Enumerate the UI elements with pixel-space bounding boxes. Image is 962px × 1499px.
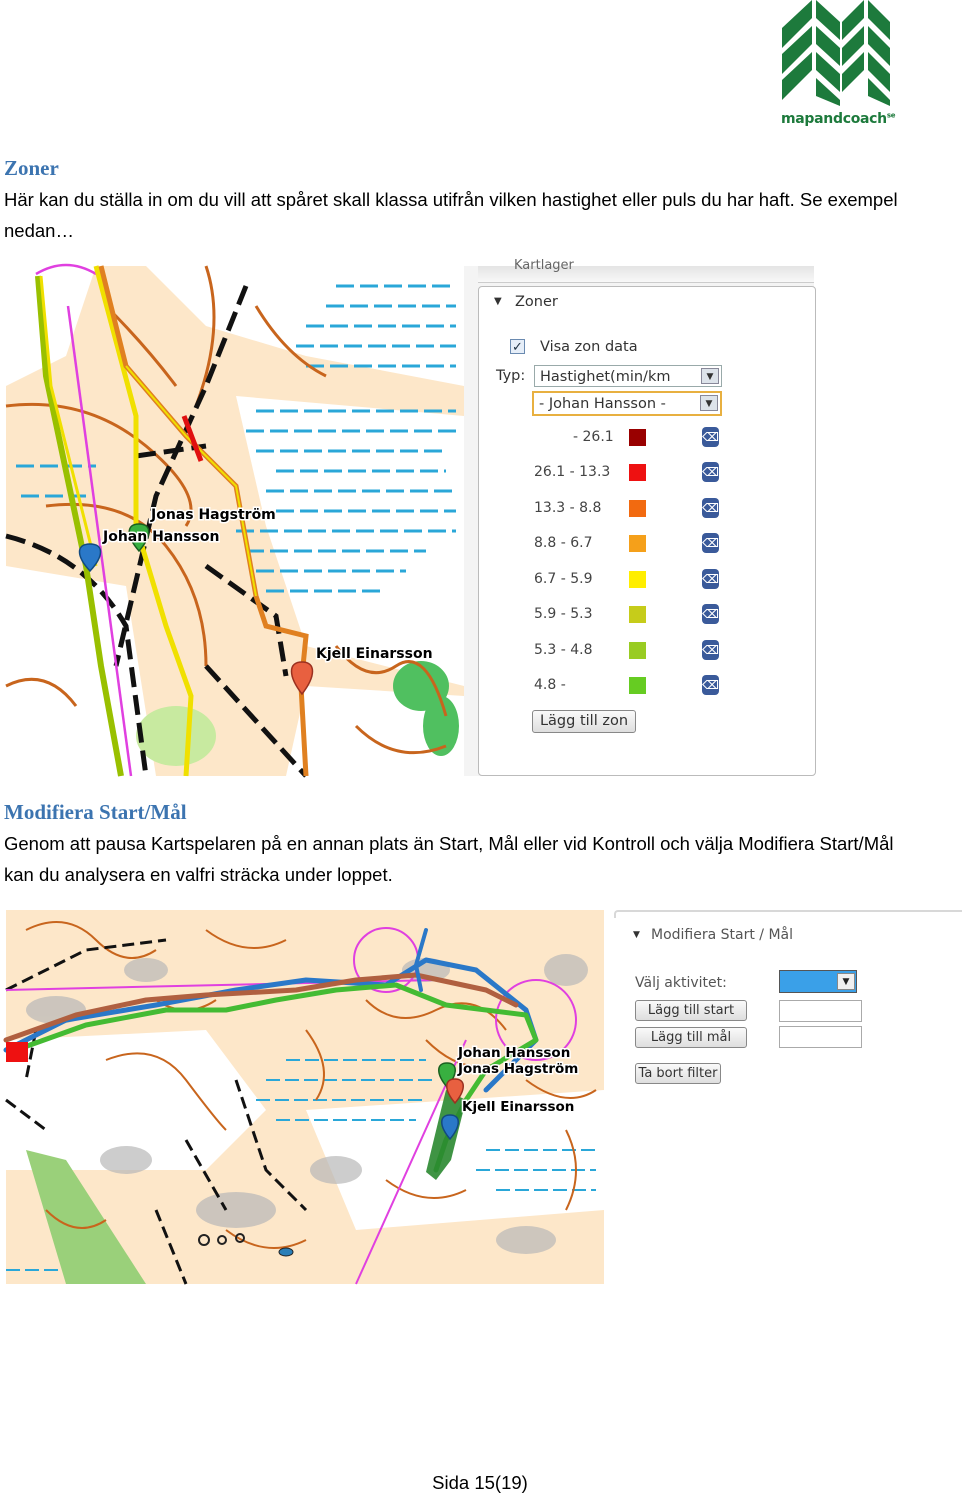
zones-panel (464, 258, 814, 776)
zone-delete-icon[interactable]: ⌫ (702, 533, 719, 553)
type-label: Typ: (496, 368, 526, 384)
zone-color-swatch[interactable] (629, 429, 646, 446)
start-time-field[interactable] (779, 1000, 862, 1022)
choose-activity-label: Välj aktivitet: (635, 975, 727, 991)
zone-delete-icon[interactable]: ⌫ (702, 675, 719, 695)
type-select[interactable]: Hastighet(min/km ▼ (534, 365, 722, 387)
zone-range: 4.8 - (534, 677, 566, 693)
zone-color-swatch[interactable] (629, 500, 646, 517)
add-start-button[interactable]: Lägg till start (635, 1000, 747, 1021)
zone-color-swatch[interactable] (629, 571, 646, 588)
zone-delete-icon[interactable]: ⌫ (702, 427, 719, 447)
zone-range: 5.9 - 5.3 (534, 606, 593, 622)
zone-range: 26.1 - 13.3 (534, 464, 611, 480)
logo-text: mapandcoach$^{se}$ (781, 111, 896, 127)
panel-border (614, 910, 962, 918)
show-zone-data-label: Visa zon data (540, 339, 638, 355)
modify-start-goal-screenshot (6, 910, 960, 1284)
zone-color-swatch[interactable] (629, 677, 646, 694)
zone-delete-icon[interactable]: ⌫ (702, 604, 719, 624)
section-body-zoner: Här kan du ställa in om du vill att spåret skall klassa utifrån vilken hastighet eller puls du har haft. Se exempel nedan… (4, 189, 898, 241)
map-label-johan: Johan Hansson (103, 529, 220, 545)
modify-panel-title: Modifiera Start / Mål (651, 927, 794, 943)
map-label-jonas: Jonas Hagström (151, 507, 276, 523)
activity-select[interactable] (779, 970, 857, 993)
zone-range: 13.3 - 8.8 (534, 500, 602, 516)
zones-title: Zoner (515, 294, 558, 310)
zone-delete-icon[interactable]: ⌫ (702, 462, 719, 482)
orienteering-map-1 (6, 266, 464, 776)
layers-header-cut: Kartlager (478, 266, 814, 283)
map-label-jonas: Jonas Hagström (458, 1061, 579, 1077)
show-zone-data-checkbox[interactable]: ✓ (510, 339, 525, 354)
remove-filter-button[interactable]: Ta bort filter (635, 1063, 721, 1084)
section-heading-zoner: Zoner (4, 156, 59, 180)
dropdown-arrow-icon: ▼ (700, 395, 718, 411)
zone-color-swatch[interactable] (629, 464, 646, 481)
dropdown-arrow-icon: ▼ (701, 368, 719, 384)
add-goal-button[interactable]: Lägg till mål (635, 1027, 747, 1048)
runner-select[interactable]: - Johan Hansson - ▼ (532, 391, 722, 416)
modify-panel (611, 910, 960, 1284)
collapse-triangle-icon[interactable]: ▼ (633, 930, 640, 940)
zone-color-swatch[interactable] (629, 535, 646, 552)
zone-range: - 26.1 (573, 429, 614, 445)
zone-delete-icon[interactable]: ⌫ (702, 498, 719, 518)
zone-range: 5.3 - 4.8 (534, 642, 593, 658)
zones-box (478, 286, 816, 776)
zone-color-swatch[interactable] (629, 642, 646, 659)
section-heading-modify: Modifiera Start/Mål (4, 800, 187, 824)
map-label-kjell: Kjell Einarsson (462, 1099, 575, 1115)
page-number: Sida 15(19) (432, 1472, 528, 1493)
zone-range: 8.8 - 6.7 (534, 535, 593, 551)
zone-color-swatch[interactable] (629, 606, 646, 623)
dropdown-arrow-icon: ▼ (837, 973, 855, 990)
zone-delete-icon[interactable]: ⌫ (702, 569, 719, 589)
zones-screenshot (6, 258, 814, 776)
orienteering-map-2 (6, 910, 604, 1284)
map-label-johan: Johan Hansson (458, 1045, 571, 1061)
zone-delete-icon[interactable]: ⌫ (702, 640, 719, 660)
section-body-modify: Genom att pausa Kartspelaren på en annan plats än Start, Mål eller vid Kontroll och välja Modifiera Start/Mål kan du analysera en valfri sträcka under loppet. (4, 833, 894, 885)
map-label-kjell: Kjell Einarsson (316, 646, 433, 662)
zone-range: 6.7 - 5.9 (534, 571, 593, 587)
goal-time-field[interactable] (779, 1026, 862, 1048)
add-zone-button[interactable]: Lägg till zon (532, 710, 636, 733)
collapse-triangle-icon[interactable]: ▼ (494, 296, 502, 307)
